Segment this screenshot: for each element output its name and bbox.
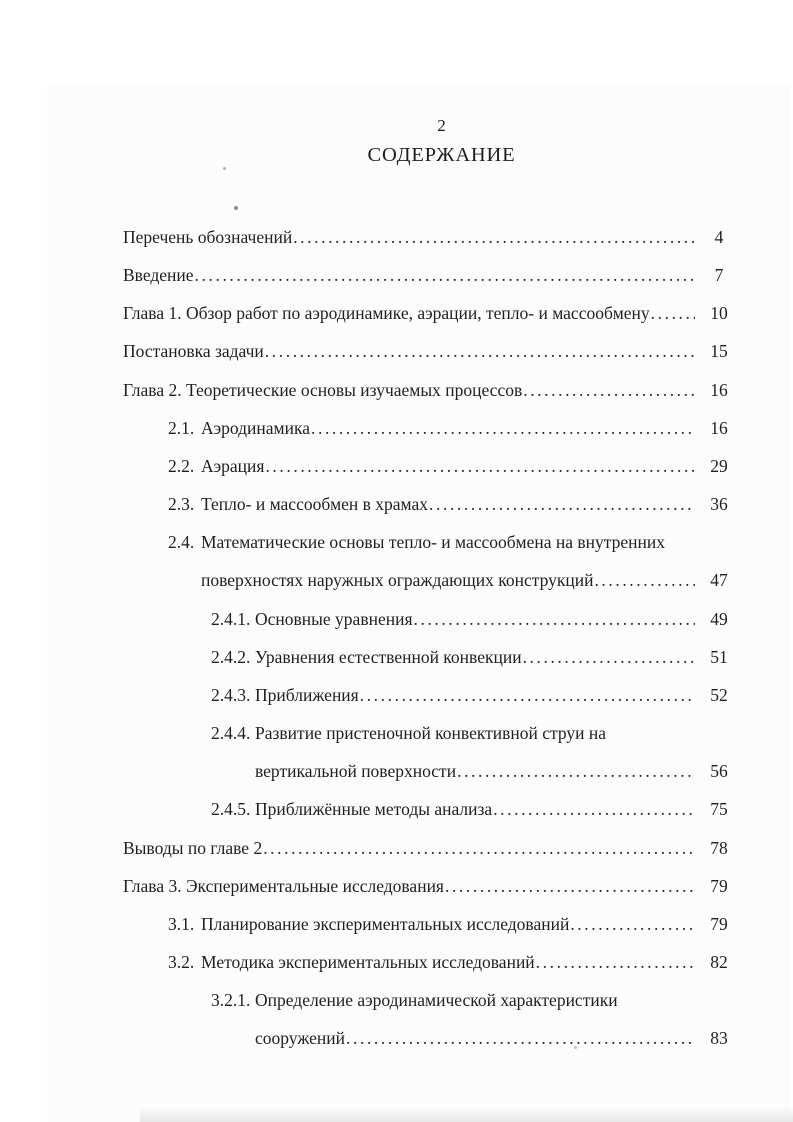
toc-entry-number: 2.4.4.	[211, 723, 251, 744]
toc-page-ref: 82	[710, 951, 728, 972]
toc-entry-number: 2.1.	[168, 417, 195, 438]
toc-page-ref: 49	[710, 608, 728, 629]
toc-entry-number: 2.4.5.	[211, 799, 251, 820]
toc-entry-label: Аэрация	[201, 455, 265, 476]
toc-entry-label: Математические основы тепло- и массообмена на внутренних	[201, 532, 665, 553]
toc-entry-line	[168, 447, 737, 485]
toc-page-ref: 36	[710, 494, 728, 515]
toc-entry-number: 3.1.	[168, 913, 195, 934]
toc-entry-number: 2.4.3.	[211, 684, 251, 705]
toc-page-ref: 10	[710, 303, 728, 324]
toc-entry-line	[211, 638, 737, 676]
toc-entry-line	[211, 790, 737, 828]
toc-entry-label: Глава 2. Теоретические основы изучаемых процессов	[123, 379, 523, 400]
toc-entry-label: Глава 3. Экспериментальные исследования	[123, 875, 444, 896]
dot-leader	[493, 790, 695, 828]
dot-leader	[594, 561, 695, 599]
toc-entry-label: Постановка задачи	[123, 341, 264, 362]
toc-entry-line	[123, 294, 737, 332]
toc-entry-label: Перечень обозначений	[123, 227, 293, 247]
toc-page-ref: 15	[710, 341, 728, 362]
toc-entry	[0, 867, 793, 905]
dot-leader	[265, 447, 695, 485]
toc-entry	[0, 447, 793, 485]
dot-leader	[523, 371, 695, 409]
toc-page-ref: 4	[714, 227, 724, 247]
toc-page-ref: 16	[710, 417, 728, 438]
dot-leader	[523, 638, 695, 676]
dot-leader	[311, 409, 695, 447]
toc-entry-label: Планирование экспериментальных исследований	[201, 913, 570, 934]
toc-entry-number: 3.2.1.	[211, 990, 251, 1011]
toc-entry-line	[211, 676, 737, 714]
toc-entry-label: Глава 1. Обзор работ по аэродинамике, аэрации, тепло- и массообмену	[123, 303, 650, 324]
page-number: 2	[437, 116, 446, 135]
toc-entry	[0, 790, 793, 828]
dot-leader	[457, 752, 695, 790]
toc-page-ref: 51	[710, 646, 728, 667]
toc-entry	[0, 600, 793, 638]
toc-entry-line	[168, 905, 737, 943]
toc-entry	[0, 485, 793, 523]
toc-page-ref: 29	[710, 455, 728, 476]
toc-entry-label-continued: вертикальной поверхности	[255, 761, 457, 782]
contents-title: СОДЕРЖАНИЕ	[367, 144, 516, 166]
toc-entry	[0, 943, 793, 981]
toc-entry-continuation	[168, 561, 737, 599]
dot-leader	[651, 294, 695, 332]
toc-entry-label: Приближения	[255, 684, 359, 705]
dot-leader	[570, 905, 695, 943]
toc-entry-line	[168, 485, 737, 523]
toc-entry-label: Приближённые методы анализа	[255, 799, 493, 820]
toc-entry	[0, 905, 793, 943]
toc-entry-number: 3.2.	[168, 951, 195, 972]
toc-entry	[0, 371, 793, 409]
toc-entry-label: Аэродинамика	[201, 417, 310, 438]
dot-leader	[360, 676, 695, 714]
dot-leader	[265, 332, 695, 370]
toc-entry-line	[123, 256, 737, 294]
toc-page-ref: 78	[710, 837, 728, 858]
toc-entry-line	[123, 867, 737, 905]
toc-list	[0, 218, 793, 1057]
dot-leader	[414, 600, 696, 638]
toc-page-ref: 79	[710, 875, 728, 896]
toc-entry-continuation	[211, 752, 737, 790]
toc-entry	[0, 676, 793, 714]
toc-entry	[0, 523, 793, 599]
toc-page-ref: 56	[710, 761, 728, 782]
toc-entry-line	[123, 371, 737, 409]
toc-page-ref: 7	[714, 265, 724, 286]
toc-entry-line	[211, 981, 737, 1019]
toc-entry-number: 2.4.1.	[211, 608, 251, 629]
toc-entry-label-continued: поверхностях наружных ограждающих конструкций	[201, 570, 594, 591]
toc-entry	[0, 409, 793, 447]
toc-entry	[0, 829, 793, 867]
dot-leader	[445, 867, 695, 905]
toc-entry-line	[123, 332, 737, 370]
toc-entry-number: 2.4.	[168, 532, 195, 553]
toc-entry	[0, 256, 793, 294]
toc-entry-label: Основные уравнения	[255, 608, 413, 629]
toc-entry-line	[123, 218, 737, 256]
toc-entry-number: 2.4.2.	[211, 646, 251, 667]
dot-leader	[536, 943, 695, 981]
toc-entry	[0, 638, 793, 676]
scan-edge-shadow	[140, 1107, 793, 1122]
toc-entry-number: 2.3.	[168, 494, 195, 515]
dot-leader	[346, 1019, 695, 1057]
dot-leader	[263, 829, 695, 867]
toc-entry-line	[211, 714, 737, 752]
toc-entry	[0, 218, 793, 256]
toc-entry-line	[168, 943, 737, 981]
toc-entry	[0, 714, 793, 790]
toc-entry-label: Определение аэродинамической характеристики	[255, 990, 618, 1011]
toc-entry-label: Введение	[123, 265, 194, 286]
toc-entry-label: Выводы по главе 2	[123, 837, 263, 858]
toc-entry-line	[168, 409, 737, 447]
toc-entry-line	[211, 600, 737, 638]
toc-entry	[0, 981, 793, 1057]
dot-leader	[293, 218, 695, 256]
toc-entry-number: 2.2.	[168, 455, 195, 476]
toc-entry-label: Развитие пристеночной конвективной струи на	[255, 723, 607, 744]
toc-entry	[0, 332, 793, 370]
scan-speck	[223, 167, 226, 170]
toc-page-ref: 47	[710, 570, 728, 591]
toc-entry-continuation	[211, 1019, 737, 1057]
toc-entry-label: Методика экспериментальных исследований	[201, 951, 535, 972]
toc-page-ref: 83	[710, 1028, 728, 1049]
toc-page-ref: 79	[710, 913, 728, 934]
dot-leader	[195, 256, 695, 294]
scan-speck	[234, 206, 238, 210]
toc-page-ref: 75	[710, 799, 728, 820]
toc-page-ref: 16	[710, 379, 728, 400]
toc-entry-label: Тепло- и массообмен в храмах	[201, 494, 429, 515]
toc-entry	[0, 294, 793, 332]
toc-entry-label: Уравнения естественной конвекции	[255, 646, 522, 667]
toc-entry-line	[168, 523, 737, 561]
toc-page-ref: 52	[710, 684, 728, 705]
toc-entry-line	[123, 829, 737, 867]
dot-leader	[429, 485, 695, 523]
toc-entry-label-continued: сооружений	[255, 1028, 346, 1049]
